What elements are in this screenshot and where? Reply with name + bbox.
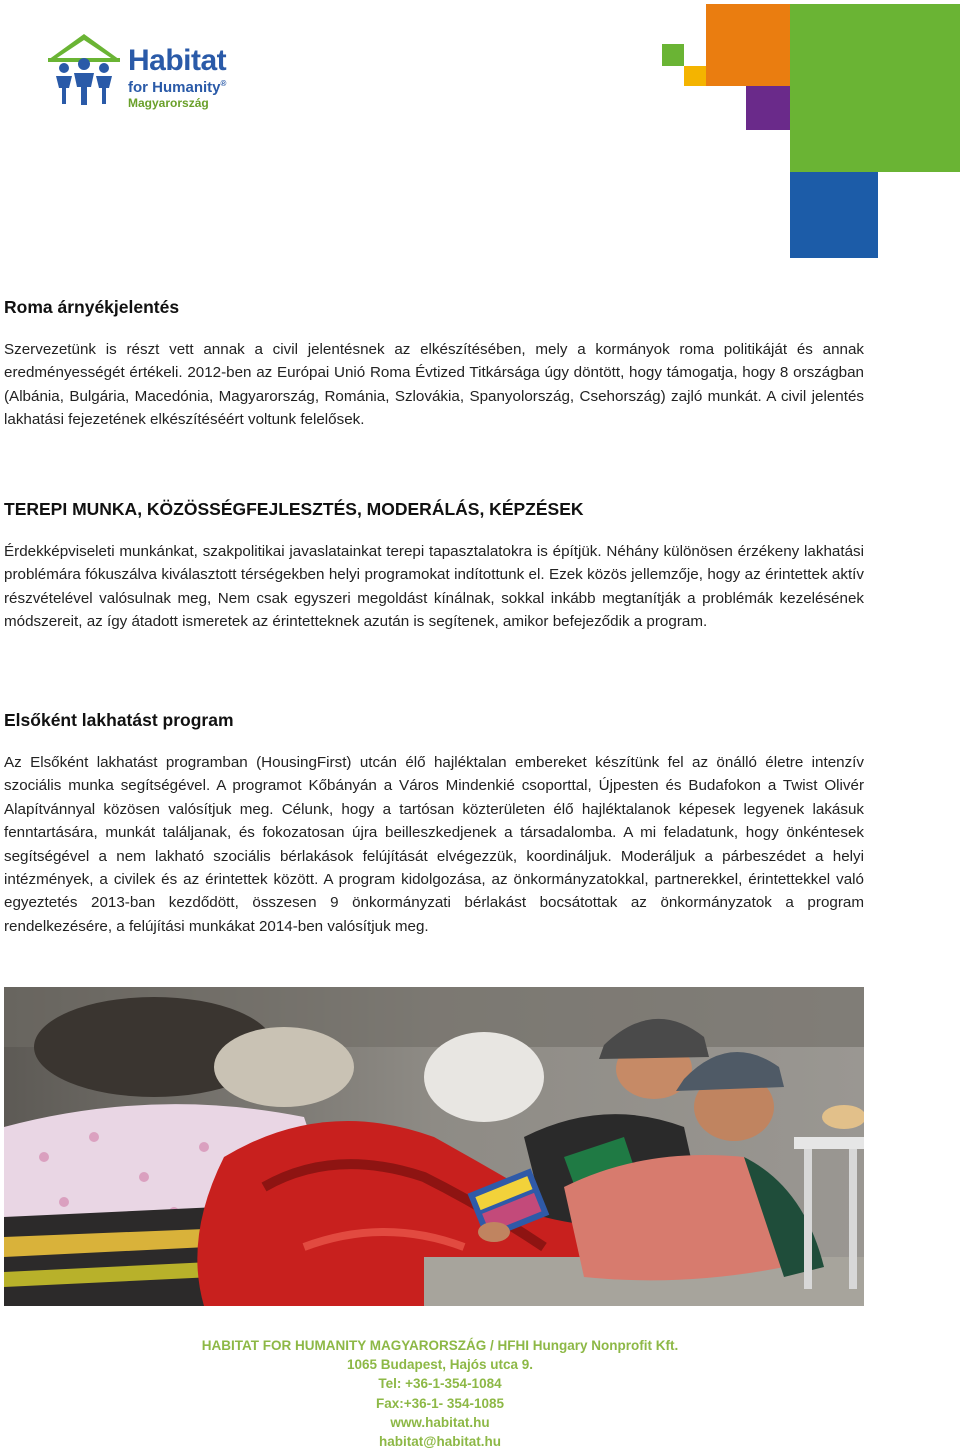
footer-contact <box>0 1336 880 1451</box>
deco-square-purple <box>746 86 790 130</box>
footer-tel: Tel: +36-1-354-1084 <box>378 1376 502 1392</box>
section-text-field-work: Érdekképviseleti munkánkat, szakpolitikai javaslatainkat terepi tapasztalatokra is építjük. Néhány különösen érzékeny lakhatási problémára fókuszálva kiválasztott térségekben helyi programokat indítottunk el. Ezek közös jellemzője, hogy az érintettek aktív részvételével valósulnak meg, Nem csak egyszeri megoldást kínálnak, sokkal inkább megtanítják a problémák kezelésének módszereit, az így átadott ismeretek az érintetteknek azután is segítenek, amikor befejeződik a program. <box>4 543 864 631</box>
deco-square-green-small <box>662 44 684 66</box>
section-heading-housing-first: Elsőként lakhatást program <box>4 710 234 730</box>
deco-square-blue <box>790 172 878 258</box>
section-heading-roma: Roma árnyékjelentés <box>4 297 180 317</box>
section-heading-field-work: TEREPI MUNKA, KÖZÖSSÉGFEJLESZTÉS, MODERÁLÁS, KÉPZÉSEK <box>4 499 584 519</box>
section-text-housing-first: Az Elsőként lakhatást programban (HousingFirst) utcán élő hajléktalan embereket készítünk fel az önálló életre intenzív szociális munka segítségével. A programot Kőbányán a Város Mindenkié csoporttal, Újpesten és Budafokon a Twist Olivér Alapítvánnyal közösen valósítjuk meg. Célunk, hogy a tartósan közterületen élő hajléktalanok képesek legyenek lakásuk fenntartására, munkát találjanak, és fokozatosan újra beilleszkedjenek a társadalomba. A mi feladatunk, hogy önkéntesek segítségével a nem lakható szociális bérlakások felújítását elvégezzük, koordináljuk. Moderáljuk a párbeszédet a helyi intézmények, a civilek és az érintettek között. A program kidolgozása, az önkormányzatokkal, partnerekkel, érintettekkel való egyeztetés 2013-ban kezdődött, összesen 9 önkormányzati bérlakást bocsátottak az önkormányzatok a program rendelkezésére, a felújítási munkákat 2014-ben valósítjuk meg. <box>4 754 864 935</box>
deco-square-green-large <box>790 4 960 172</box>
footer-website-link[interactable]: www.habitat.hu <box>390 1414 490 1430</box>
photo-homeless-people <box>4 987 864 1306</box>
footer-email-link[interactable]: habitat@habitat.hu <box>379 1434 501 1450</box>
footer-org: HABITAT FOR HUMANITY MAGYARORSZÁG / HFHI Hungary Nonprofit Kft. <box>201 1338 679 1353</box>
footer-fax: Fax:+36-1- 354-1085 <box>376 1395 504 1411</box>
deco-square-yellow <box>684 66 706 86</box>
logo-sub-text: for Humanity® <box>128 79 227 96</box>
deco-square-orange <box>706 4 790 86</box>
house-people-icon <box>44 30 128 114</box>
logo-country-text: Magyarország <box>128 96 209 110</box>
section-text-roma: Szervezetünk is részt vett annak a civil jelentésnek az elkészítésében, mely a kormányok roma politikáját és annak eredményességét értékeli. 2012-ben az Európai Unió Roma Évtized Titkársága úgy döntött, hogy támogatja, hogy 8 országban (Albánia, Bulgária, Macedónia, Magyarország, Románia, Szlovákia, Spanyolország, Csehország) zajló munkát. A civil jelentés lakhatási fejezetének elkészítéséért voltunk felelősek. <box>4 341 864 429</box>
footer-address: 1065 Budapest, Hajós utca 9. <box>346 1357 534 1373</box>
habitat-logo <box>44 30 244 114</box>
logo-main-text: Habitat <box>128 44 227 77</box>
